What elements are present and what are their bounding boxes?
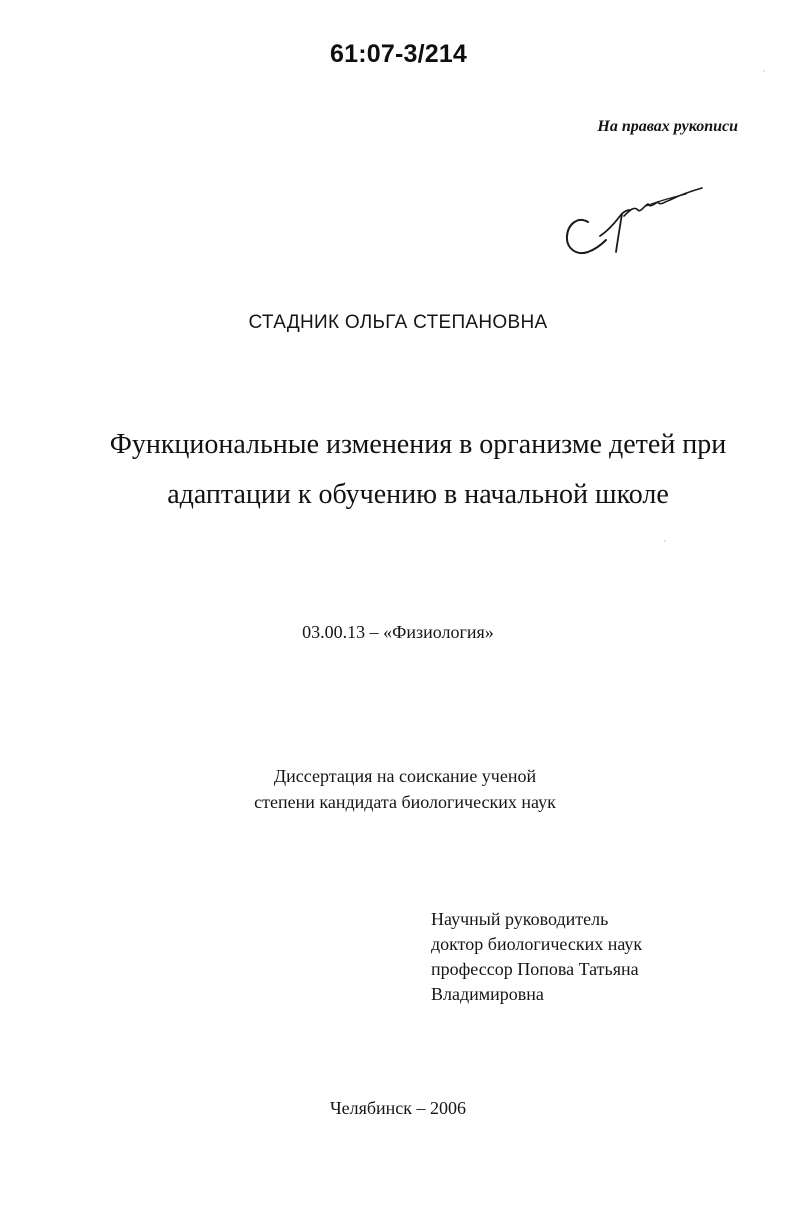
degree-statement xyxy=(200,763,610,815)
specialty-code: 03.00.13 – «Физиология» xyxy=(302,622,494,642)
scan-speck xyxy=(664,540,666,542)
title-line-1: Функциональные изменения в организме детей при xyxy=(109,429,727,460)
archive-stamp-number: 61:07-3/214 xyxy=(330,40,468,68)
title-line-2: адаптации к обучению в начальной школе xyxy=(167,479,669,510)
supervisor-line-4: Владимировна xyxy=(431,984,544,1004)
supervisor-line-3: профессор Попова Татьяна xyxy=(431,959,639,979)
supervisor-line-2: доктор биологических наук xyxy=(431,934,643,954)
degree-line-1: Диссертация на соискание ученой xyxy=(273,766,537,786)
rights-notice: На правах рукописи xyxy=(597,118,738,135)
supervisor-line-1: Научный руководитель xyxy=(431,909,609,929)
scan-speck xyxy=(763,70,765,72)
author-name: СТАДНИК ОЛЬГА СТЕПАНОВНА xyxy=(248,312,548,333)
scientific-supervisor xyxy=(431,907,642,1007)
handwritten-signature-icon xyxy=(560,180,710,265)
dissertation-title xyxy=(60,420,776,520)
city-year: Челябинск – 2006 xyxy=(329,1098,467,1118)
degree-line-2: степени кандидата биологических наук xyxy=(254,792,556,812)
